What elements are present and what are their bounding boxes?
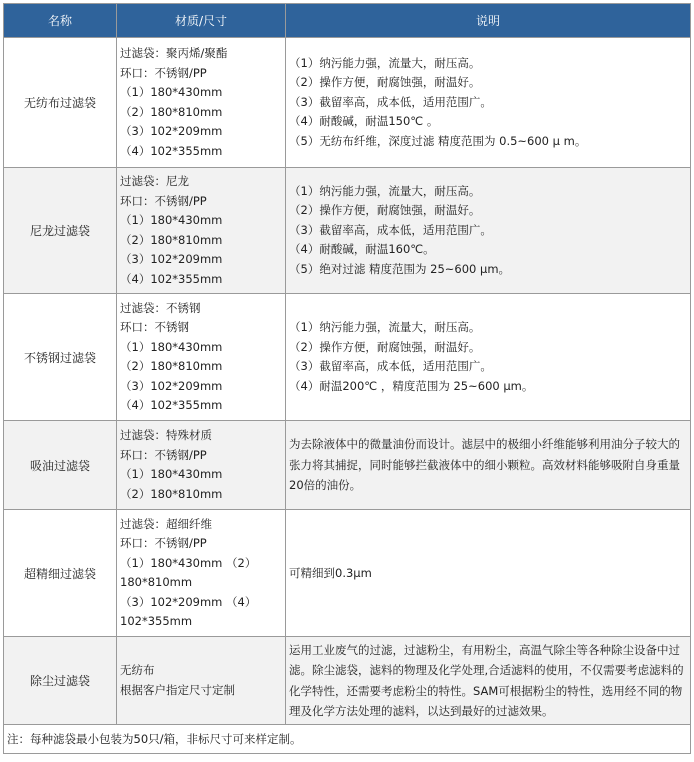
row-material	[117, 637, 286, 725]
header-material: 材质/尺寸	[117, 4, 286, 38]
desc-line: （2）操作方便，耐腐蚀强，耐温好。	[289, 339, 481, 354]
material-line: （4）102*355mm	[120, 143, 223, 158]
row-material	[117, 168, 286, 294]
row-desc: 为去除液体中的微量油份而设计。滤层中的极细小纤维能够利用油分子较大的张力将其捕捉，同时能够拦截液体中的细小颗粒。高效材料能够吸附自身重量20倍的油份。	[286, 421, 691, 510]
material-line: 过滤袋：聚丙烯/聚酯	[120, 46, 228, 60]
desc-line: （1）纳污能力强，流量大，耐压高。	[289, 320, 481, 334]
desc-line: （5）无纺布纤维，深度过滤 精度范围为 0.5~600 μ m。	[289, 133, 587, 148]
material-line: （1）180*430mm	[120, 467, 223, 481]
desc-line: （3）截留率高，成本低，适用范围广。	[289, 222, 492, 237]
table-row	[4, 168, 691, 294]
material-line: （2）180*810mm	[120, 486, 223, 501]
material-line: （1）180*430mm	[120, 213, 223, 227]
material-line: 过滤袋：尼龙	[120, 174, 189, 188]
table-row	[4, 38, 691, 168]
row-desc	[286, 168, 691, 294]
material-line: 环口：不锈钢/PP	[120, 447, 207, 462]
material-line: （2）180*810mm	[120, 232, 223, 247]
material-line: 无纺布	[120, 663, 155, 677]
note-text: 注：每种滤袋最小包装为50只/箱，非标尺寸可来样定制。	[4, 725, 691, 754]
table-row	[4, 294, 691, 421]
row-name: 不锈钢过滤袋	[4, 294, 117, 421]
desc-line: （2）操作方便，耐腐蚀强，耐温好。	[289, 203, 481, 218]
row-material	[117, 510, 286, 637]
row-name: 无纺布过滤袋	[4, 38, 117, 168]
material-line: （2）180*810mm	[120, 359, 223, 373]
header-name: 名称	[4, 4, 117, 38]
note-row	[4, 725, 691, 754]
table-row	[4, 637, 691, 725]
desc-line: （5）绝对过滤 精度范围为 25~600 μm。	[289, 261, 511, 276]
row-desc: 运用工业废气的过滤，过滤粉尘，有用粉尘，高温气除尘等各种除尘设备中过滤。除尘滤袋，滤料的物理及化学处理,合适滤料的使用，不仅需要考虑滤料的化学特性，还需要考虑粉尘的特性。SAM可根据粉尘的特性，选用经不同的物理及化学方法处理的滤料，以达到最好的过滤效果。	[286, 637, 691, 725]
desc-line: （4）耐酸碱，耐温160℃。	[289, 242, 435, 257]
material-line: 环口：不锈钢/PP	[120, 536, 207, 550]
material-line: （3）102*209mm （4）102*355mm	[120, 594, 257, 628]
material-line: 环口：不锈钢	[120, 320, 189, 334]
desc-line: （1）纳污能力强，流量大，耐压高。	[289, 55, 481, 70]
row-name: 超精细过滤袋	[4, 510, 117, 637]
desc-line: （4）耐酸碱，耐温150℃ 。	[289, 114, 439, 129]
material-line: 过滤袋：不锈钢	[120, 300, 201, 315]
material-line: （4）102*355mm	[120, 271, 223, 286]
material-line: （1）180*430mm	[120, 339, 223, 354]
table-row	[4, 510, 691, 637]
header-row	[4, 4, 691, 38]
material-line: 过滤袋：超细纤维	[120, 516, 212, 531]
row-name: 尼龙过滤袋	[4, 168, 117, 294]
table-row	[4, 421, 691, 510]
desc-line: （3）截留率高，成本低，适用范围广。	[289, 94, 492, 109]
material-line: （3）102*209mm	[120, 124, 223, 138]
row-desc	[286, 294, 691, 421]
material-line: 环口：不锈钢/PP	[120, 193, 207, 208]
desc-line: （3）截留率高，成本低，适用范围广。	[289, 359, 492, 373]
desc-line: （1）纳污能力强，流量大，耐压高。	[289, 183, 481, 198]
row-desc: 可精细到0.3μm	[286, 510, 691, 637]
desc-line: （2）操作方便，耐腐蚀强，耐温好。	[289, 75, 481, 90]
material-line: （2）180*810mm	[120, 104, 223, 119]
material-line: 过滤袋：特殊材质	[120, 428, 212, 442]
material-line: （4）102*355mm	[120, 398, 223, 412]
filter-bag-spec-table	[3, 3, 691, 754]
row-desc	[286, 38, 691, 168]
header-desc: 说明	[286, 4, 691, 38]
material-line: 根据客户指定尺寸定制	[120, 682, 235, 697]
desc-line: （4）耐温200℃ ，精度范围为 25~600 μm。	[289, 378, 534, 393]
material-line: （3）102*209mm	[120, 252, 223, 266]
material-line: （3）102*209mm	[120, 378, 223, 393]
row-material	[117, 421, 286, 510]
material-line: （1）180*430mm	[120, 85, 223, 99]
row-name: 吸油过滤袋	[4, 421, 117, 510]
material-line: 环口：不锈钢/PP	[120, 65, 207, 80]
material-line: （1）180*430mm （2）180*810mm	[120, 555, 257, 589]
row-material	[117, 38, 286, 168]
row-name: 除尘过滤袋	[4, 637, 117, 725]
row-material	[117, 294, 286, 421]
